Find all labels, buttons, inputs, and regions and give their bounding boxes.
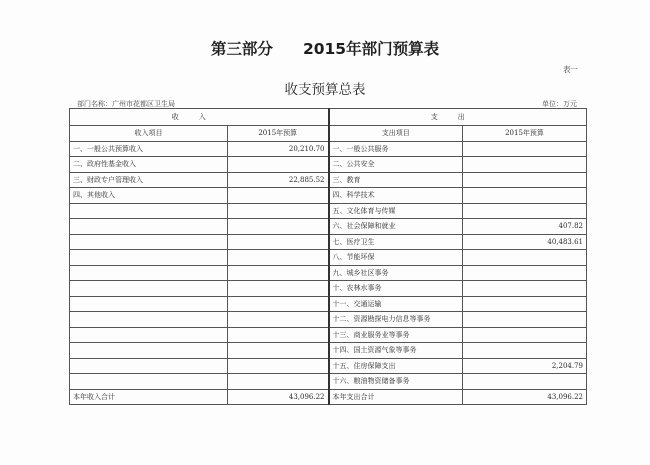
income-budget-cell bbox=[228, 281, 329, 297]
income-total-value: 43,096.22 bbox=[228, 389, 329, 405]
col-income-item: 收入项目 bbox=[70, 126, 228, 142]
budget-table bbox=[69, 108, 587, 405]
expense-budget-cell bbox=[463, 157, 587, 173]
income-budget-cell bbox=[228, 203, 329, 219]
table-row bbox=[70, 312, 587, 328]
income-item-cell bbox=[70, 265, 228, 281]
unit-label: 单位：万元 bbox=[542, 100, 577, 108]
income-budget-cell bbox=[228, 327, 329, 343]
income-item-cell bbox=[70, 203, 228, 219]
expense-budget-cell bbox=[463, 265, 587, 281]
income-item-cell: 一、一般公共预算收入 bbox=[70, 141, 228, 157]
table-row bbox=[70, 358, 587, 374]
col-income-budget: 2015年预算 bbox=[228, 126, 329, 142]
table-row bbox=[70, 374, 587, 390]
table-row bbox=[70, 157, 587, 173]
income-budget-cell bbox=[228, 358, 329, 374]
expense-budget-cell bbox=[463, 250, 587, 266]
table-row bbox=[70, 141, 587, 157]
income-budget-cell: 22,885.52 bbox=[228, 172, 329, 188]
table-row bbox=[70, 219, 587, 235]
expense-budget-cell: 40,483.61 bbox=[463, 234, 587, 250]
income-budget-cell bbox=[228, 343, 329, 359]
income-item-cell bbox=[70, 358, 228, 374]
expense-budget-cell bbox=[463, 141, 587, 157]
table-number: 表一 bbox=[563, 65, 578, 74]
income-item-cell: 二、政府性基金收入 bbox=[70, 157, 228, 173]
expense-item-cell: 三、教育 bbox=[329, 172, 463, 188]
total-row bbox=[70, 389, 587, 405]
income-item-cell bbox=[70, 374, 228, 390]
income-item-cell bbox=[70, 327, 228, 343]
expense-item-cell: 八、节能环保 bbox=[329, 250, 463, 266]
income-budget-cell bbox=[228, 250, 329, 266]
income-item-cell: 三、财政专户管理收入 bbox=[70, 172, 228, 188]
income-budget-cell bbox=[228, 312, 329, 328]
expense-budget-cell bbox=[463, 203, 587, 219]
group-header-row bbox=[70, 109, 587, 126]
expense-item-cell: 一、一般公共服务 bbox=[329, 141, 463, 157]
income-item-cell bbox=[70, 281, 228, 297]
table-row bbox=[70, 296, 587, 312]
part-title-text: 2015年部门预算表 bbox=[302, 40, 440, 58]
expense-budget-cell bbox=[463, 281, 587, 297]
expense-budget-cell bbox=[463, 327, 587, 343]
table-row bbox=[70, 234, 587, 250]
table-title: 收支预算总表 bbox=[284, 82, 366, 98]
table-row bbox=[70, 250, 587, 266]
income-group-header: 收入 bbox=[70, 109, 329, 126]
expense-budget-cell: 2,204.79 bbox=[463, 358, 587, 374]
expense-item-cell: 四、科学技术 bbox=[329, 188, 463, 204]
expense-item-cell: 七、医疗卫生 bbox=[329, 234, 463, 250]
income-item-cell bbox=[70, 296, 228, 312]
income-item-cell: 四、其他收入 bbox=[70, 188, 228, 204]
expense-budget-cell bbox=[463, 312, 587, 328]
expense-item-cell: 九、城乡社区事务 bbox=[329, 265, 463, 281]
income-item-cell bbox=[70, 250, 228, 266]
expense-budget-cell bbox=[463, 296, 587, 312]
department-label: 部门名称：广州市花都区卫生局 bbox=[77, 100, 175, 108]
expense-item-cell: 二、公共安全 bbox=[329, 157, 463, 173]
table-row bbox=[70, 327, 587, 343]
expense-budget-cell: 407.82 bbox=[463, 219, 587, 235]
page-title bbox=[0, 37, 650, 59]
expense-item-cell: 十一、交通运输 bbox=[329, 296, 463, 312]
income-budget-cell bbox=[228, 265, 329, 281]
expense-item-cell: 十五、住房保障支出 bbox=[329, 358, 463, 374]
expense-item-cell: 十二、资源勘探电力信息等事务 bbox=[329, 312, 463, 328]
income-item-cell bbox=[70, 312, 228, 328]
table-row bbox=[70, 188, 587, 204]
expense-group-header: 支出 bbox=[329, 109, 587, 126]
part-label: 第三部分 bbox=[210, 40, 273, 58]
expense-budget-cell bbox=[463, 188, 587, 204]
expense-item-cell: 五、文化体育与传媒 bbox=[329, 203, 463, 219]
income-total-label: 本年收入合计 bbox=[70, 389, 228, 405]
table-row bbox=[70, 172, 587, 188]
income-budget-cell bbox=[228, 296, 329, 312]
expense-budget-cell bbox=[463, 172, 587, 188]
expense-total-label: 本年支出合计 bbox=[329, 389, 463, 405]
expense-item-cell: 十三、商业服务业等事务 bbox=[329, 327, 463, 343]
income-budget-cell bbox=[228, 188, 329, 204]
income-budget-cell: 20,210.70 bbox=[228, 141, 329, 157]
expense-total-value: 43,096.22 bbox=[463, 389, 587, 405]
table-row bbox=[70, 343, 587, 359]
expense-item-cell: 六、社会保障和就业 bbox=[329, 219, 463, 235]
income-item-cell bbox=[70, 234, 228, 250]
income-budget-cell bbox=[228, 157, 329, 173]
expense-item-cell: 十、农林水事务 bbox=[329, 281, 463, 297]
income-item-cell bbox=[70, 343, 228, 359]
table-row bbox=[70, 281, 587, 297]
col-expense-budget: 2015年预算 bbox=[463, 126, 587, 142]
column-header-row bbox=[70, 126, 587, 142]
table-row bbox=[70, 203, 587, 219]
income-budget-cell bbox=[228, 219, 329, 235]
expense-item-cell: 十四、国土资源气象等事务 bbox=[329, 343, 463, 359]
expense-budget-cell bbox=[463, 343, 587, 359]
col-expense-item: 支出项目 bbox=[329, 126, 463, 142]
table-row bbox=[70, 265, 587, 281]
expense-item-cell: 十六、粮油物资储备事务 bbox=[329, 374, 463, 390]
income-item-cell bbox=[70, 219, 228, 235]
income-budget-cell bbox=[228, 234, 329, 250]
expense-budget-cell bbox=[463, 374, 587, 390]
income-budget-cell bbox=[228, 374, 329, 390]
